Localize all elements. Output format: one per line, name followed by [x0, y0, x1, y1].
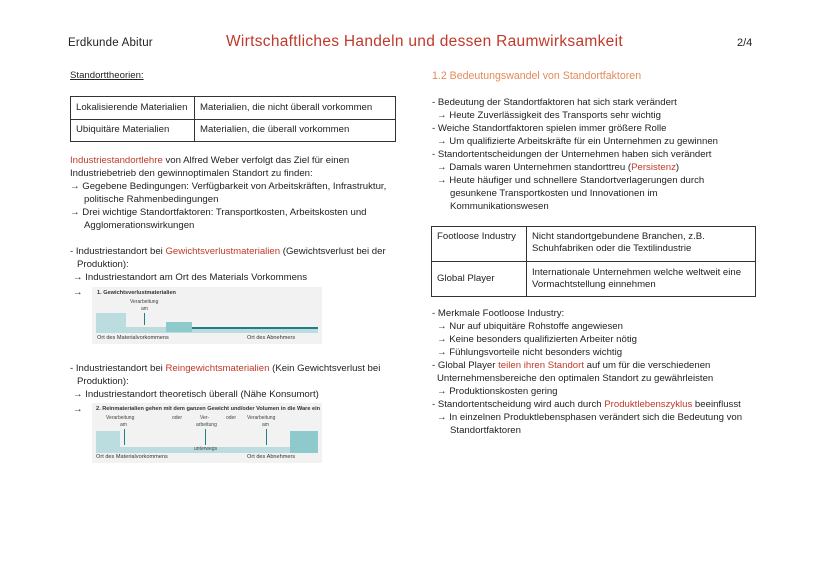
- rein-arrow: →: [73, 404, 83, 415]
- text-line: → In einzelnen Produktlebensphasen verändert sich die Bedeutung von: [437, 412, 743, 423]
- down-arrow-icon: [144, 313, 145, 325]
- table-cell: [527, 262, 756, 297]
- gewicht-prefix: - Industriestandort bei: [70, 246, 166, 257]
- gewicht-line-2: Produktion):: [77, 259, 129, 270]
- text-line: → Fühlungsvorteile nicht besonders wichtig: [437, 347, 623, 358]
- text-line: → Keine besonders qualifizierten Arbeiter nötig: [437, 334, 637, 345]
- table-row: [71, 97, 396, 120]
- text-line: - Standortentscheidungen der Unternehmen haben sich verändert: [432, 149, 712, 160]
- consumer-block: [290, 431, 318, 453]
- cell-line: Internationale Unternehmen welche weltweit eine: [532, 266, 742, 278]
- text-line: - Weiche Standortfaktoren spielen immer größere Rolle: [432, 123, 667, 134]
- down-arrow-icon: [124, 429, 125, 445]
- materials-table: [70, 96, 396, 142]
- gp-suffix: auf um für die verschiedenen: [584, 360, 711, 371]
- subject-label: Erdkunde Abitur: [68, 37, 153, 49]
- weber-line-3: → Gegebene Bedingungen: Verfügbarkeit von Arbeitskräften, Infrastruktur,: [70, 181, 387, 192]
- figure-title: 2. Reinmaterialien gehen mit dem ganzen Gewicht und/oder Volumen in die Ware ein: [96, 406, 321, 412]
- gewicht-arrow: →: [73, 287, 83, 298]
- figure-label: am: [120, 422, 127, 428]
- persistenz-prefix: → Damals waren Unternehmen standorttreu (: [437, 162, 632, 173]
- figure-label: Verarbeitung: [106, 415, 135, 421]
- page-number: 2/4: [737, 37, 753, 49]
- figure-label: oder: [226, 415, 237, 421]
- down-arrow-icon: [266, 429, 267, 445]
- page-title: Wirtschaftliches Handeln und dessen Raumwirksamkeit: [226, 33, 623, 50]
- weber-line-1: [70, 155, 349, 168]
- pure-material-figure: [92, 403, 322, 463]
- table-cell: Lokalisierende Materialien: [71, 97, 195, 120]
- text-line: Unternehmensbereiche den optimalen Standort zu gewährleisten: [437, 373, 714, 384]
- rein-prefix: - Industriestandort bei: [70, 363, 166, 374]
- figure-right-caption: Ort des Abnehmers: [247, 335, 296, 341]
- down-arrow-icon: [205, 429, 206, 445]
- weber-text: von Alfred Weber verfolgt das Ziel für einen: [162, 155, 350, 166]
- figure-label: unterwegs: [194, 446, 218, 452]
- transport-line: [192, 327, 318, 329]
- figure-left-caption: Ort des Materialvorkommens: [96, 454, 168, 460]
- text-line: - Bedeutung der Standortfaktoren hat sich stark verändert: [432, 97, 677, 108]
- plz-suffix: beeinflusst: [692, 399, 741, 410]
- section-heading: 1.2 Bedeutungswandel von Standortfaktoren: [432, 70, 642, 82]
- gewicht-line-1: [70, 246, 386, 259]
- table-cell: Global Player: [432, 262, 527, 297]
- figure-label: Ver-: [200, 415, 210, 421]
- weber-term: Industriestandortlehre: [70, 155, 163, 166]
- text-line: → Heute häufiger und schnellere Standortverlagerungen durch: [437, 175, 705, 186]
- figure-right-caption: Ort des Abnehmers: [247, 454, 296, 460]
- cell-line: Nicht standortgebundene Branchen, z.B.: [532, 231, 705, 242]
- figure-label: am: [262, 422, 269, 428]
- figure-label: Verarbeitung: [130, 299, 159, 305]
- text-line: → Nur auf ubiquitäre Rohstoffe angewiesen: [437, 321, 623, 332]
- rein-suffix: (Kein Gewichtsverlust bei: [269, 363, 381, 374]
- factory-block: [166, 322, 192, 332]
- text-line: gesunkene Transportkosten und Innovationen im: [450, 188, 658, 199]
- gewicht-term: Gewichtsverlustmaterialien: [165, 246, 281, 257]
- table-row: [432, 262, 756, 297]
- table-cell: Materialien, die überall vorkommen: [195, 120, 396, 142]
- plz-prefix: - Standortentscheidung wird auch durch: [432, 399, 605, 410]
- standorttheorien-heading: Standorttheorien:: [70, 70, 144, 81]
- figure-title: 1. Gewichtsverlustmaterialien: [97, 290, 176, 296]
- weber-line-4: politische Rahmenbedingungen: [84, 194, 219, 205]
- rein-term: Reingewichtsmaterialien: [165, 363, 270, 374]
- table-cell: Materialien, die nicht überall vorkommen: [195, 97, 396, 120]
- rein-line-3: → Industriestandort theoretisch überall (Nähe Konsumort): [73, 389, 319, 400]
- gewicht-line-3: → Industriestandort am Ort des Materials Vorkommens: [73, 272, 308, 283]
- plz-line: [432, 399, 741, 412]
- global-player-line: [432, 360, 710, 373]
- table-row: [432, 227, 756, 262]
- table-cell: Ubiquitäre Materialien: [71, 120, 195, 142]
- table-cell: [527, 227, 756, 262]
- text-line: Kommunikationswesen: [450, 201, 549, 212]
- table-cell: Footloose Industry: [432, 227, 527, 262]
- text-line: Standortfaktoren: [450, 425, 521, 436]
- table-row: [71, 120, 396, 142]
- gp-term: teilen ihren Standort: [498, 360, 584, 371]
- gp-prefix: - Global Player: [432, 360, 499, 371]
- persistenz-term: Persistenz: [631, 162, 676, 173]
- weber-line-2: Industriebetrieb den gewinnoptimalen Standort zu finden:: [70, 168, 313, 179]
- figure-label: Verarbeitung: [247, 415, 276, 421]
- text-line: - Merkmale Footloose Industry:: [432, 308, 565, 319]
- figure-left-caption: Ort des Materialvorkommens: [97, 335, 169, 341]
- rein-line-2: Produktion):: [77, 376, 129, 387]
- gewicht-suffix: (Gewichtsverlust bei der: [280, 246, 386, 257]
- persistenz-line: [437, 162, 679, 175]
- figure-label: arbeitung: [196, 422, 217, 428]
- cell-line: Schuhfabriken oder die Textilindustrie: [532, 243, 692, 255]
- text-line: → Heute Zuverlässigkeit des Transports sehr wichtig: [437, 110, 661, 121]
- figure-label: oder: [172, 415, 183, 421]
- plz-term: Produktlebenszyklus: [604, 399, 693, 410]
- persistenz-suffix: ): [675, 162, 680, 173]
- text-line: → Um qualifizierte Arbeitskräfte für ein Unternehmen zu gewinnen: [437, 136, 719, 147]
- industry-table: [431, 226, 756, 297]
- weber-line-5: → Drei wichtige Standortfaktoren: Transportkosten, Arbeitskosten und: [70, 207, 367, 218]
- weber-line-6: Agglomerationswirkungen: [84, 220, 195, 231]
- figure-label: am: [141, 306, 148, 312]
- text-line: → Produktionskosten gering: [437, 386, 558, 397]
- cell-line: Vormachtstellung einnehmen: [532, 279, 656, 290]
- weight-loss-figure: [92, 287, 322, 344]
- rein-line-1: [70, 363, 380, 376]
